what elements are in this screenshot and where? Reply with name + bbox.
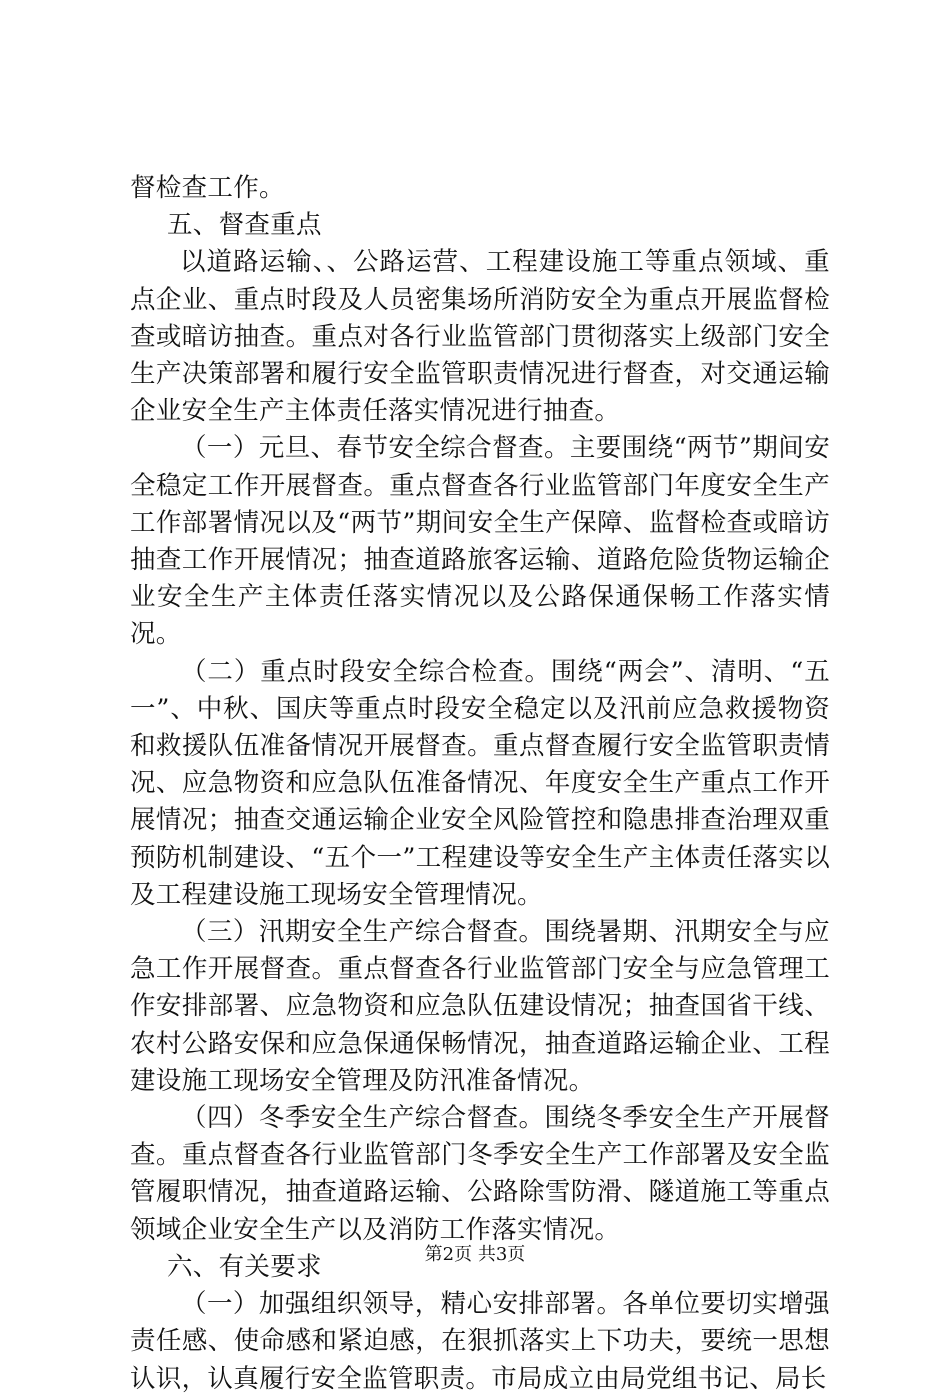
paragraph-inspection-focus: 以道路运输、、公路运营、工程建设施工等重点领域、重点企业、重点时段及人员密集场所消防安全为重点开展监督检查或暗访抽查。重点对各行业监管部门贯彻落实上级部门安全生产决策部署和履行安全监管职责情况进行督查，对交通运输企业安全生产主体责任落实情况进行抽查。: [130, 247, 830, 427]
document-body: [130, 170, 830, 1398]
section-heading-six: 六、有关要求: [167, 1251, 322, 1282]
paragraph-item-4: （四）冬季安全生产综合督查。围绕冬季安全生产开展督查。重点督查各行业监管部门冬季安全生产工作部署及安全监管履职情况，抽查道路运输、公路除雪防滑、隧道施工等重点领域企业安全生产以及消防工作落实情况。: [130, 1103, 830, 1245]
paragraph-requirement-1: （一）加强组织领导，精心安排部署。各单位要切实增强责任感、使命感和紧迫感，在狠抓落实上下功夫，要统一思想认识，认真履行安全监管职责。市局成立由局党组书记、局长: [130, 1289, 830, 1394]
paragraph-item-2: （二）重点时段安全综合检查。围绕“两会”、清明、“五一”、中秋、国庆等重点时段安全稳定以及汛前应急救援物资和救援队伍准备情况开展督查。重点督查履行安全监管职责情况、应急物资和应急队伍准备情况、年度安全生产重点工作开展情况；抽查交通运输企业安全风险管控和隐患排查治理双重预防机制建设、“五个一”工程建设等安全生产主体责任落实以及工程建设施工现场安全管理情况。: [130, 656, 830, 910]
section-heading-five: 五、督查重点: [167, 210, 322, 241]
paragraph-item-3: （三）汛期安全生产综合督查。围绕暑期、汛期安全与应急工作开展督查。重点督查各行业监管部门安全与应急管理工作安排部署、应急物资和应急队伍建设情况；抽查国省干线、农村公路安保和应急保通保畅情况，抽查道路运输企业、工程建设施工现场安全管理及防汛准备情况。: [130, 917, 830, 1096]
paragraph-item-1: （一）元旦、春节安全综合督查。主要围绕“两节”期间安全稳定工作开展督查。重点督查各行业监管部门年度安全生产工作部署情况以及“两节”期间安全生产保障、监督检查或暗访抽查工作开展情况；抽查道路旅客运输、道路危险货物运输企业安全生产主体责任落实情况以及公路保通保畅工作落实情况。: [130, 433, 830, 650]
page-number-footer: 第2页 共3页: [424, 1244, 526, 1265]
paragraph-continuation: 督检查工作。: [130, 173, 285, 203]
